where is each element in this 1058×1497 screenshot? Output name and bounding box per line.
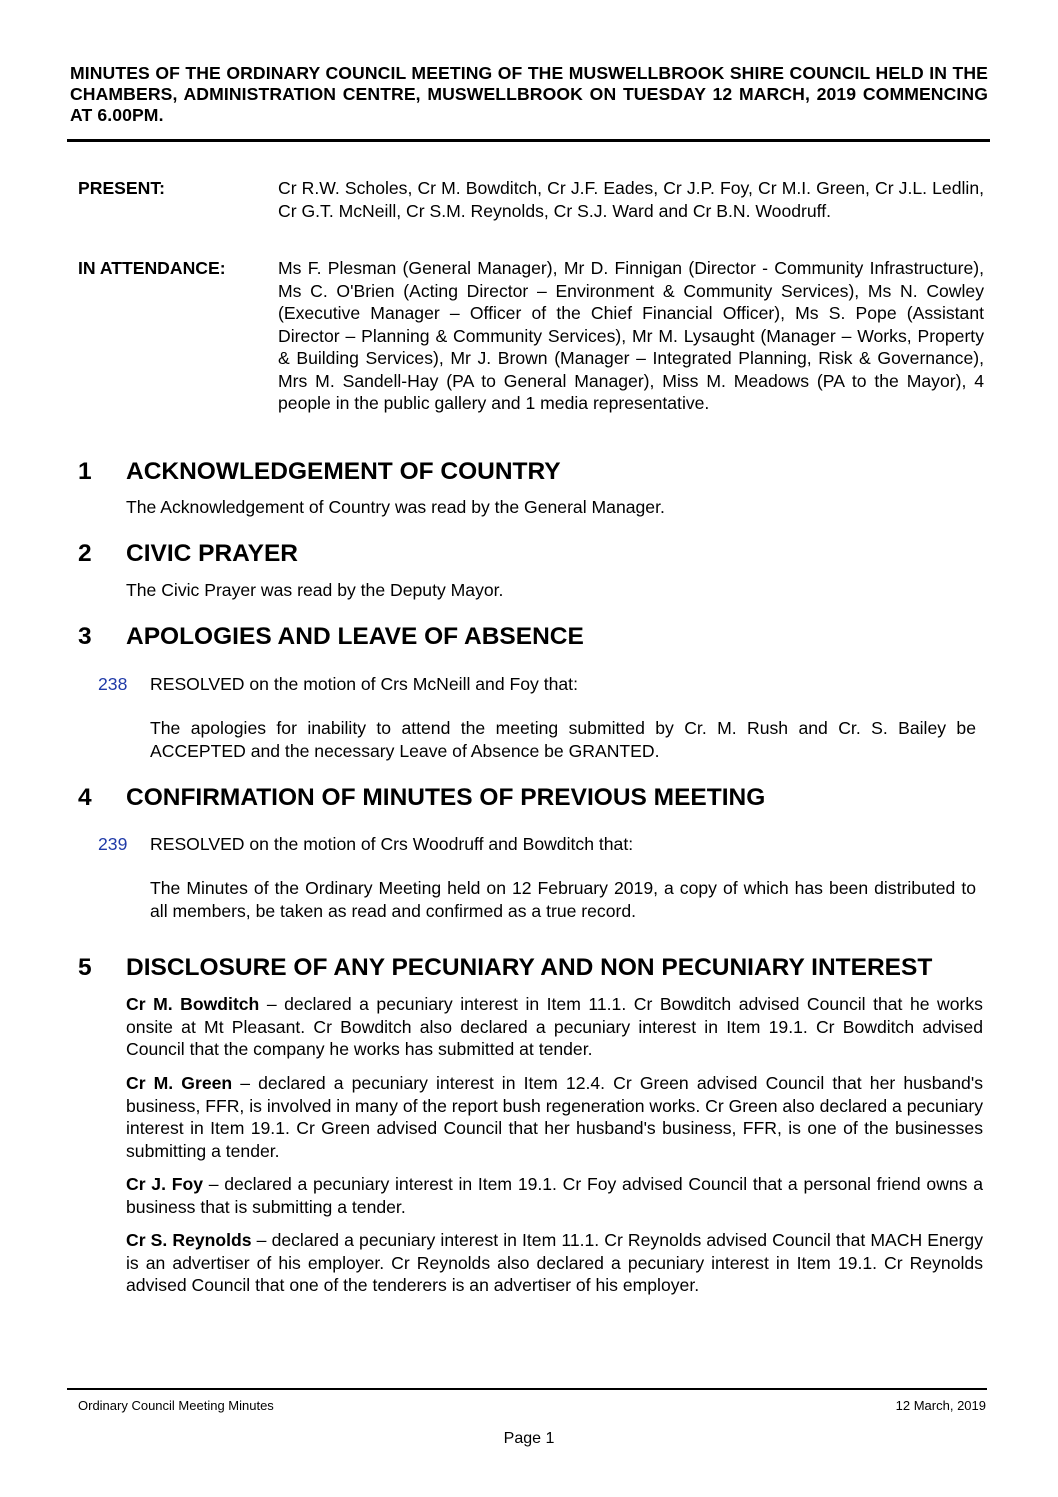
interest-declaration — [126, 1229, 983, 1297]
page-number: Page 1 — [503, 1430, 555, 1447]
section-number: 1 — [78, 458, 92, 485]
footer-document-name: Ordinary Council Meeting Minutes — [78, 1398, 274, 1413]
resolution-body: The Minutes of the Ordinary Meeting held on 12 February 2019, a copy of which has been distributed to all members, be taken as read and confirmed as a true record. — [150, 878, 976, 921]
section-title: CONFIRMATION OF MINUTES OF PREVIOUS MEETING — [126, 784, 766, 811]
declaration-text: – declared a pecuniary interest in Item 19.1. Cr Foy advised Council that a personal friend owns a business that is submitting a tender. — [126, 1174, 984, 1217]
attendance-list: Ms F. Plesman (General Manager), Mr D. Finnigan (Director - Community Infrastructure), Ms C. O'Brien (Acting Director – Environment & Community Services), Ms N. Cowley (Executive Manager – Officer of the Chief Financial Officer), Ms S. Pope (Assistant Director – Planning & Community Services), Mr M. Lysaught (Manager – Works, Property & Building Services), Mr J. Brown (Manager – Integrated Planning, Risk & Governance), Mrs M. Sandell-Hay (PA to General Manager), Miss M. Meadows (PA to the Mayor), 4 people in the public gallery and 1 media representative. — [278, 258, 984, 413]
section-title: ACKNOWLEDGEMENT OF COUNTRY — [126, 458, 561, 485]
resolution-number: 238 — [98, 674, 128, 694]
section-title: APOLOGIES AND LEAVE OF ABSENCE — [126, 623, 584, 650]
section-number: 3 — [78, 623, 92, 650]
section-number: 2 — [78, 540, 92, 567]
declaration-text: – declared a pecuniary interest in Item 11.1. Cr Reynolds advised Council that MACH Energy is an advertiser of his employer. Cr Reynolds also declared a pecuniary interest in Item 19.1. Cr Reynolds advised Council that one of the tenderers is an advertiser of his employer. — [126, 1230, 983, 1295]
councillor-name: Cr S. Reynolds — [126, 1230, 252, 1250]
attendance-label: IN ATTENDANCE: — [78, 258, 226, 278]
section-number: 5 — [78, 954, 92, 981]
present-label: PRESENT: — [78, 178, 166, 198]
title-divider — [67, 139, 990, 142]
document-title: MINUTES OF THE ORDINARY COUNCIL MEETING OF THE MUSWELLBROOK SHIRE COUNCIL HELD IN THE CHAMBERS, ADMINISTRATION CENTRE, MUSWELLBROOK ON TUESDAY 12 MARCH, 2019 COMMENCING AT 6.00PM. — [70, 63, 988, 125]
councillor-name: Cr J. Foy — [126, 1174, 203, 1194]
present-list: Cr R.W. Scholes, Cr M. Bowditch, Cr J.F. Eades, Cr J.P. Foy, Cr M.I. Green, Cr J.L. Ledlin, Cr G.T. McNeill, Cr S.M. Reynolds, Cr S.J. Ward and Cr B.N. Woodruff. — [278, 178, 984, 221]
interest-declaration — [126, 993, 983, 1061]
section-title: CIVIC PRAYER — [126, 540, 299, 567]
section-number: 4 — [78, 784, 92, 811]
councillor-name: Cr M. Green — [126, 1073, 233, 1093]
resolution-body: The apologies for inability to attend the meeting submitted by Cr. M. Rush and Cr. S. Bailey be ACCEPTED and the necessary Leave of Absence be GRANTED. — [150, 718, 976, 761]
section-text: The Acknowledgement of Country was read by the General Manager. — [126, 497, 665, 517]
resolution-number: 239 — [98, 834, 128, 854]
footer-divider — [67, 1388, 987, 1390]
resolution-motion: RESOLVED on the motion of Crs Woodruff and Bowditch that: — [150, 834, 634, 854]
declaration-text: – declared a pecuniary interest in Item 11.1. Cr Bowditch advised Council that he works onsite at Mt Pleasant. Cr Bowditch also declared a pecuniary interest in Item 19.1. Cr Bowditch advised Council that the company he works has submitted at tender. — [126, 994, 983, 1059]
section-title: DISCLOSURE OF ANY PECUNIARY AND NON PECUNIARY INTEREST — [126, 954, 933, 981]
councillor-name: Cr M. Bowditch — [126, 994, 260, 1014]
interest-declaration — [126, 1072, 983, 1162]
resolution-motion: RESOLVED on the motion of Crs McNeill and Foy that: — [150, 674, 578, 694]
footer-date: 12 March, 2019 — [895, 1398, 986, 1413]
section-text: The Civic Prayer was read by the Deputy Mayor. — [126, 580, 504, 600]
interest-declaration — [126, 1173, 983, 1218]
declaration-text: – declared a pecuniary interest in Item 12.4. Cr Green advised Council that her husband's business, FFR, is involved in many of the report bush regeneration works. Cr Green also declared a pecuniary interest in Item 19.1. Cr Green advised Council that her husband's business, FFR, is one of the businesses submitting a tender. — [126, 1073, 983, 1161]
